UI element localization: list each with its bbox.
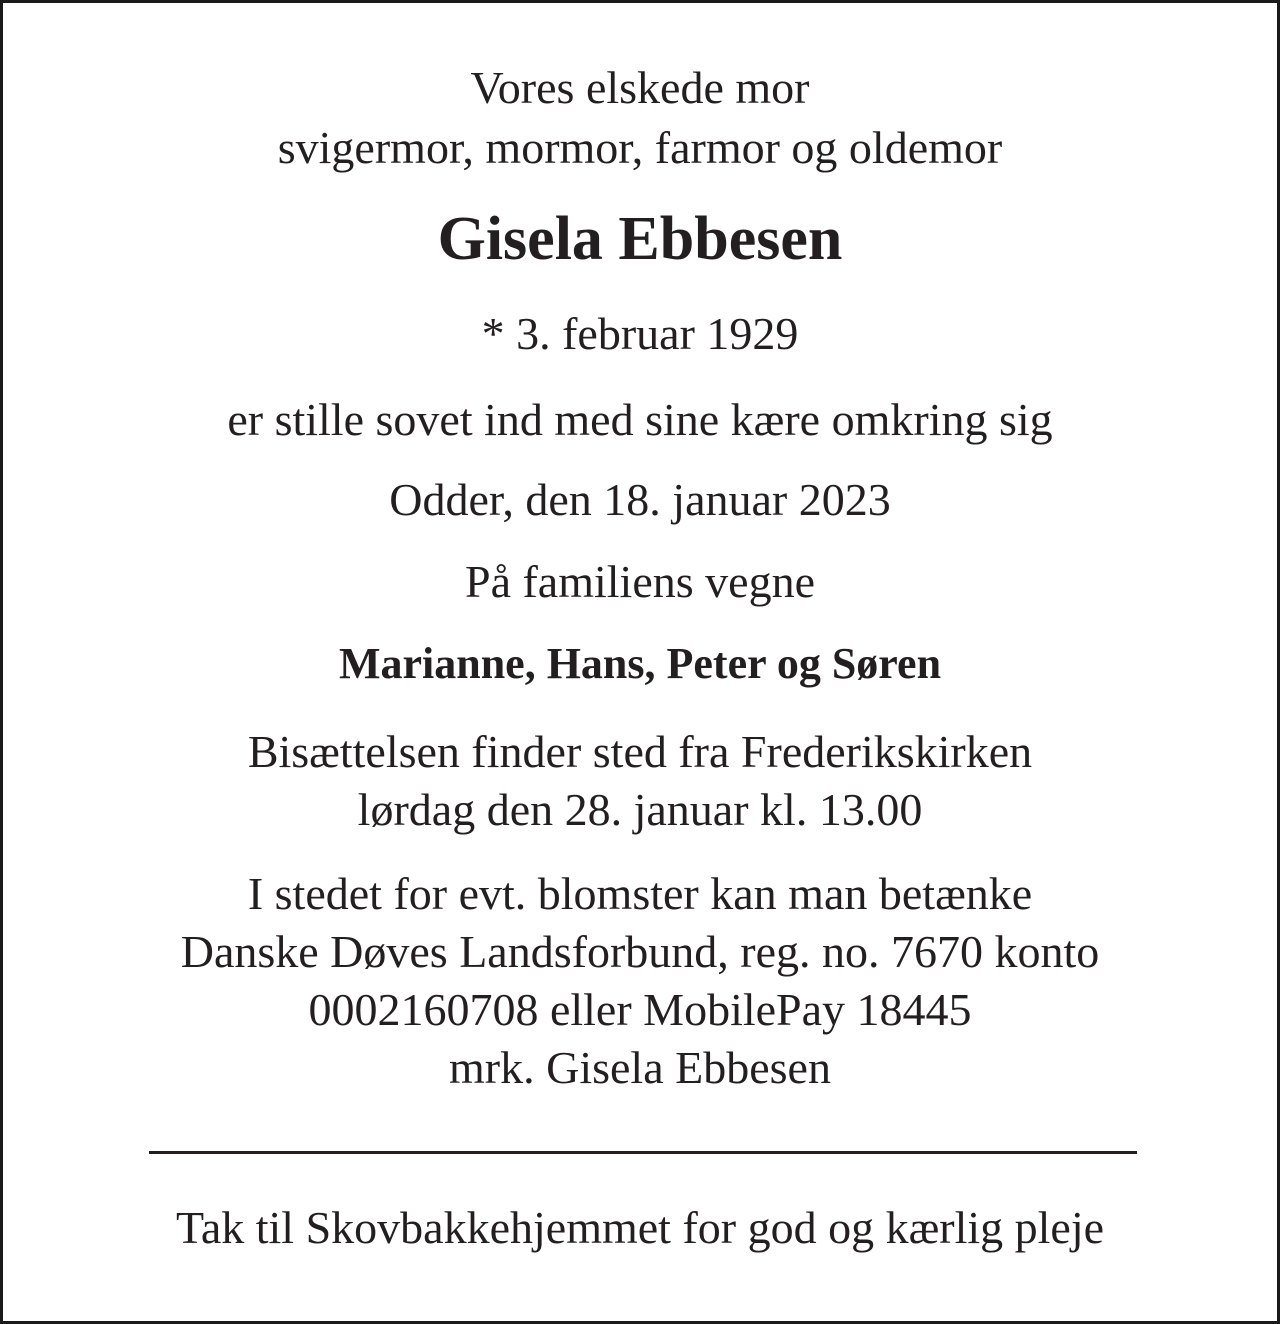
- donation-line-4: mrk. Gisela Ebbesen: [449, 1042, 831, 1093]
- intro-line-2: svigermor, mormor, farmor og oldemor: [277, 122, 1003, 173]
- birth-date: * 3. februar 1929: [481, 308, 799, 359]
- funeral-line-2: lørdag den 28. januar kl. 13.00: [357, 784, 923, 835]
- divider: [149, 1151, 1137, 1154]
- donation-line-3: 0002160708 eller MobilePay 18445: [308, 984, 972, 1035]
- on-behalf-of-family: På familiens vegne: [464, 556, 815, 607]
- intro-line-1: Vores elskede mor: [470, 62, 810, 113]
- thanks-line: Tak til Skovbakkehjemmet for god og kærlig pleje: [175, 1202, 1105, 1253]
- place-and-date: Odder, den 18. januar 2023: [389, 474, 891, 525]
- donation-line-2: Danske Døves Landsforbund, reg. no. 7670 konto: [180, 926, 1100, 977]
- funeral-line-1: Bisættelsen finder sted fra Frederikskirken: [247, 726, 1033, 777]
- passing-statement: er stille sovet ind med sine kære omkring sig: [227, 394, 1053, 445]
- donation-line-1: I stedet for evt. blomster kan man betænke: [247, 868, 1033, 919]
- deceased-name: Gisela Ebbesen: [437, 205, 843, 273]
- family-names: Marianne, Hans, Peter og Søren: [338, 639, 942, 688]
